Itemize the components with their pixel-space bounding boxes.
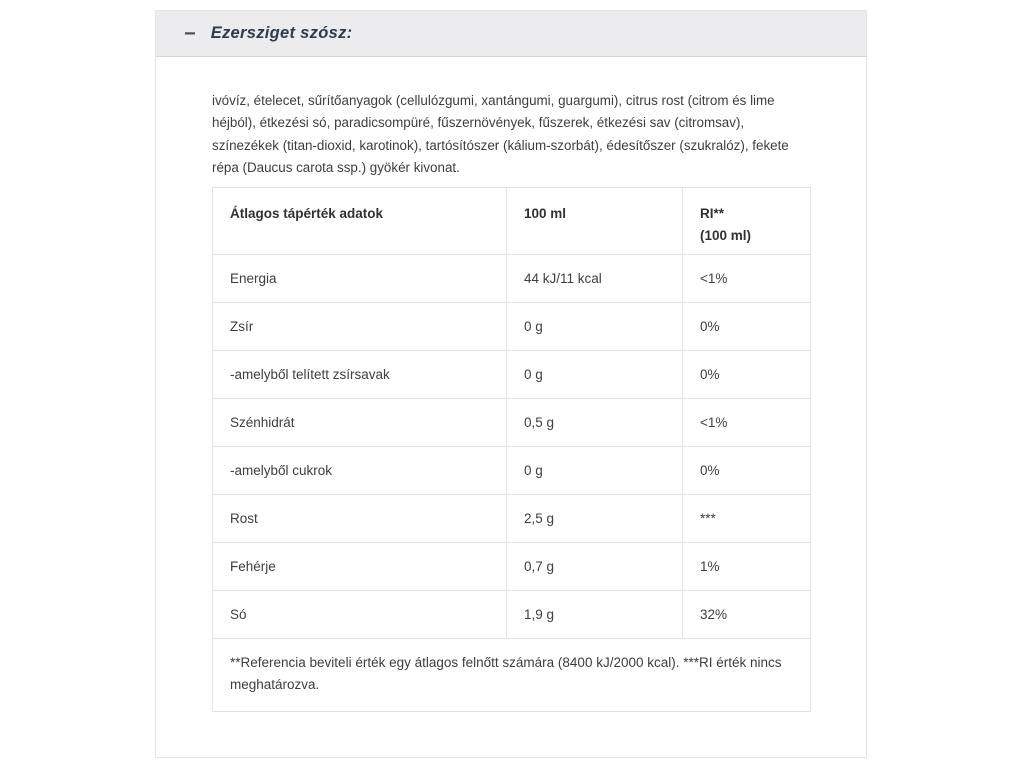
collapse-minus-icon[interactable]: − [184,22,196,45]
table-row [213,542,811,590]
table-footnote-row [213,638,811,711]
col-header-ri-line2: (100 ml) [700,227,752,243]
nutrient-ri: 32% [683,590,811,638]
nutrient-ri: *** [683,494,811,542]
nutrition-table [212,187,811,712]
nutrient-amount: 1,9 g [507,590,683,638]
table-footnote: **Referencia beviteli érték egy átlagos felnőtt számára (8400 kJ/2000 kcal). ***RI érték nincs meghatározva. [213,638,811,711]
table-header-row [213,187,811,254]
table-row [213,446,811,494]
nutrient-amount: 44 kJ/11 kcal [507,254,683,302]
table-row [213,350,811,398]
col-header-amount: 100 ml [507,187,683,254]
col-header-ri [683,187,811,254]
table-row [213,590,811,638]
table-row [213,254,811,302]
nutrient-label: -amelyből cukrok [213,446,507,494]
nutrient-ri: 0% [683,446,811,494]
nutrient-label: Energia [213,254,507,302]
nutrient-amount: 2,5 g [507,494,683,542]
nutrient-ri: <1% [683,254,811,302]
nutrient-amount: 0 g [507,350,683,398]
col-header-ri-line1: RI** [700,205,725,221]
ingredients-text: ivóvíz, ételecet, sűrítőanyagok (cellulózgumi, xantángumi, guargumi), citrus rost (citrom és lime héjból), étkezési só, paradicsompüré, fűszernövények, fűszerek, étkezési sav (citromsav), színezékek (titan-dioxid, karotinok), tartósítószer (kálium-szorbát), édesítőszer (szukralóz), fekete répa (Daucus carota ssp.) gyökér kivonat. [212,93,789,176]
nutrient-label: Zsír [213,302,507,350]
accordion-title: Ezersziget szósz: [210,24,353,42]
table-row [213,494,811,542]
nutrient-label: Só [213,590,507,638]
product-info-accordion [155,10,867,758]
nutrient-label: Fehérje [213,542,507,590]
nutrient-amount: 0,5 g [507,398,683,446]
table-row [213,398,811,446]
accordion-header[interactable] [156,11,866,57]
nutrient-ri: <1% [683,398,811,446]
nutrient-amount: 0,7 g [507,542,683,590]
nutrient-ri: 0% [683,350,811,398]
nutrient-amount: 0 g [507,446,683,494]
nutrient-ri: 0% [683,302,811,350]
col-header-nutrient: Átlagos tápérték adatok [213,187,507,254]
table-row [213,302,811,350]
nutrient-label: -amelyből telített zsírsavak [213,350,507,398]
nutrient-label: Rost [213,494,507,542]
nutrient-ri: 1% [683,542,811,590]
nutrient-label: Szénhidrát [213,398,507,446]
nutrient-amount: 0 g [507,302,683,350]
accordion-content [156,57,866,712]
